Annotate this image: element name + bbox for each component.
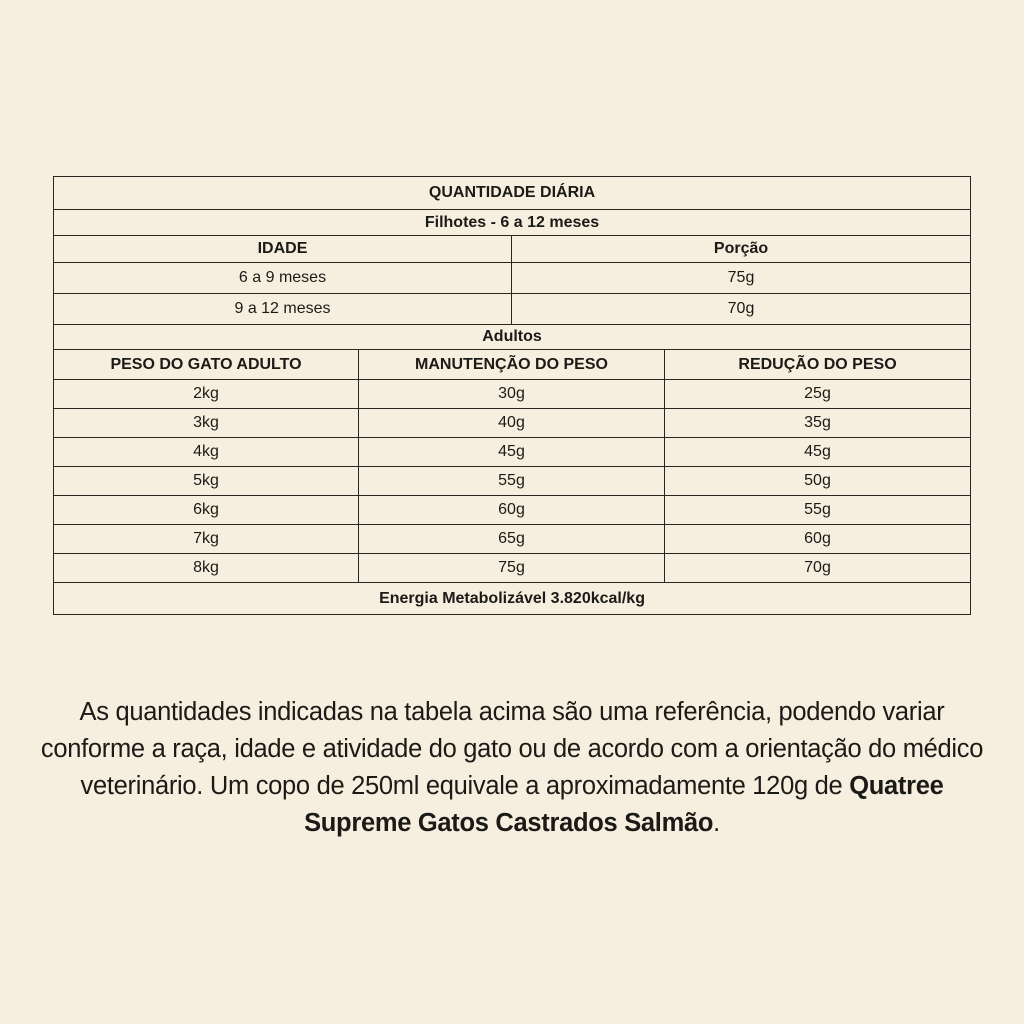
adult-weight-cell: 2kg: [54, 380, 359, 409]
adult-reduction-cell: 35g: [665, 409, 971, 438]
table-row: [54, 263, 971, 294]
adults-column-reduction: REDUÇÃO DO PESO: [665, 350, 971, 380]
adult-reduction-cell: 60g: [665, 525, 971, 554]
adult-maintenance-cell: 40g: [359, 409, 665, 438]
adult-weight-cell: 7kg: [54, 525, 359, 554]
table-title: QUANTIDADE DIÁRIA: [54, 177, 971, 210]
adults-column-weight: PESO DO GATO ADULTO: [54, 350, 359, 380]
table-row: [54, 467, 971, 496]
feeding-table: [53, 176, 971, 615]
note-text: As quantidades indicadas na tabela acima são uma referência, podendo variar conforme a raça, idade e atividade do gato ou de acordo com a orientação do médico veterinário. Um copo de 250ml equivale a aproximadamente 120g de: [40, 697, 984, 800]
adult-reduction-cell: 45g: [665, 438, 971, 467]
adult-weight-cell: 6kg: [54, 496, 359, 525]
adult-weight-cell: 5kg: [54, 467, 359, 496]
feeding-table-container: [53, 176, 970, 615]
adult-reduction-cell: 55g: [665, 496, 971, 525]
adult-reduction-cell: 50g: [665, 467, 971, 496]
table-row: [54, 380, 971, 409]
table-row: [54, 294, 971, 325]
adults-header: Adultos: [54, 325, 971, 350]
note-end: .: [713, 808, 720, 837]
adult-maintenance-cell: 45g: [359, 438, 665, 467]
table-row: [54, 438, 971, 467]
adult-reduction-cell: 25g: [665, 380, 971, 409]
product-name: Quatree Supreme Gatos Castrados Salmão: [304, 771, 944, 837]
adult-maintenance-cell: 55g: [359, 467, 665, 496]
adult-maintenance-cell: 75g: [359, 554, 665, 583]
puppies-header: Filhotes - 6 a 12 meses: [54, 210, 971, 236]
adult-maintenance-cell: 60g: [359, 496, 665, 525]
puppies-column-portion: Porção: [512, 236, 971, 263]
puppies-column-age: IDADE: [54, 236, 512, 263]
adults-column-maintenance: MANUTENÇÃO DO PESO: [359, 350, 665, 380]
puppy-age-cell: 6 a 9 meses: [54, 263, 512, 294]
adult-weight-cell: 3kg: [54, 409, 359, 438]
adult-weight-cell: 4kg: [54, 438, 359, 467]
puppy-portion-cell: 75g: [512, 263, 971, 294]
puppy-age-cell: 9 a 12 meses: [54, 294, 512, 325]
adult-maintenance-cell: 65g: [359, 525, 665, 554]
adult-maintenance-cell: 30g: [359, 380, 665, 409]
table-row: [54, 525, 971, 554]
table-row: [54, 496, 971, 525]
table-row: [54, 409, 971, 438]
energy-footer: Energia Metabolizável 3.820kcal/kg: [54, 583, 971, 615]
adult-weight-cell: 8kg: [54, 554, 359, 583]
adult-reduction-cell: 70g: [665, 554, 971, 583]
feeding-note: [40, 694, 984, 842]
table-row: [54, 554, 971, 583]
puppy-portion-cell: 70g: [512, 294, 971, 325]
